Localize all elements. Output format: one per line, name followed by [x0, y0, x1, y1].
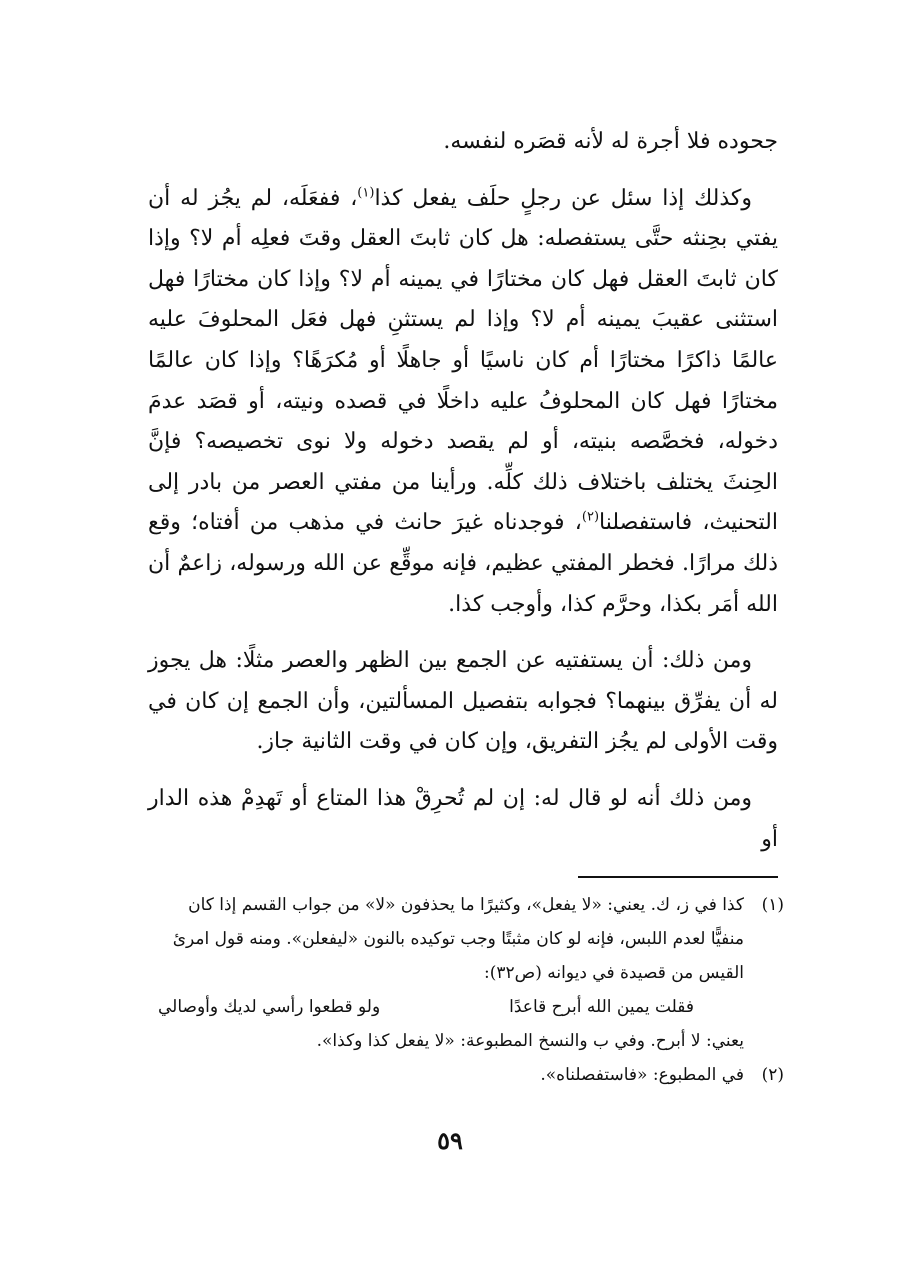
- footnote-1-body: [148, 888, 744, 1058]
- paragraph-4-text: ومن ذلك أنه لو قال له: إن لم تُحرِقْ هذا المتاع أو تَهدِمْ هذه الدار أو: [148, 785, 778, 852]
- main-text: [148, 122, 778, 876]
- paragraph-2-text-a: وكذلك إذا سئل عن رجلٍ حلَف يفعل كذا: [374, 185, 753, 211]
- footnote-1-number: (١): [761, 895, 784, 915]
- footnote-separator: [578, 876, 778, 878]
- paragraph-1: [148, 122, 778, 163]
- poetry-verse: [148, 990, 744, 1024]
- paragraph-2-text-c: ، فوجدناه غيرَ حانث في مذهب من أفتاه؛ وقع ذلك مرارًا. فخطر المفتي عظيم، فإنه موقِّع عن الله ورسوله، زاعمٌ أن الله أمَر بكذا، وحرَّم كذا، وأوجب كذا.: [148, 510, 778, 617]
- footnote-2-body: [148, 1058, 744, 1092]
- paragraph-3-text: ومن ذلك: أن يستفتيه عن الجمع بين الظهر والعصر مثلًا: هل يجوز له أن يفرِّق بينهما؟ فجوابه بتفصيل المسألتين، وأن الجمع إن كان في وقت الأولى لم يجُز التفريق، وإن كان في وقت الثانية جاز.: [148, 648, 778, 755]
- footnote-1-line-2: منفيًّا لعدم اللبس، فإنه لو كان مثبتًا وجب توكيده بالنون «ليفعلن». ومنه قول امرئ: [172, 929, 744, 949]
- verse-first-hemistich: فقلت يمين الله أبرح قاعدًا: [509, 997, 694, 1017]
- paragraph-2-text-b: ، ففعَلَه، لم يجُز له أن يفتي بحِنثه حتَّى يستفصله: هل كان ثابتَ العقل وقتَ فعلِه أم لا؟ وإذا كان ثابتَ العقل فهل كان مختارًا في يمينه أم لا؟ وإذا كان مختارًا فهل استثنى عقيبَ يمينه أم لا؟ وإذا لم يستثنِ فهل فعَل المحلوفَ عليه عالمًا ذاكرًا مختارًا أم كان ناسيًا أو جاهلًا أو مُكرَهًا؟ وإذا كان عالمًا مختارًا فهل كان المحلوفُ عليه داخلًا في قصده ونيته، أو قصَد عدمَ دخوله، فخصَّصه بنيته، أو لم يقصد دخوله ولا نوى تخصيصه؟ فإنَّ الحِنثَ يختلف باختلاف ذلك كلِّه. ورأينا من مفتي العصر من بادر إلى التحنيث، فاستفصلنا: [148, 185, 779, 536]
- footnote-2: [148, 1058, 784, 1092]
- paragraph-1-text: جحوده فلا أجرة له لأنه قصَره لنفسه.: [443, 129, 778, 154]
- footnote-ref-2: (٢): [581, 510, 600, 526]
- paragraph-4: [148, 779, 778, 860]
- paragraph-3: [148, 641, 778, 763]
- footnote-1-line-1: كذا في ز، ك. يعني: «لا يفعل»، وكثيرًا ما يحذفون «لا» من جواب القسم إذا كان: [188, 895, 744, 915]
- footnote-1: [148, 888, 784, 1058]
- footnote-2-number: (٢): [761, 1065, 784, 1085]
- footnote-1-line-3: القيس من قصيدة في ديوانه (ص٣٢):: [484, 963, 744, 983]
- footnote-ref-1: (١): [357, 185, 375, 201]
- footnotes: [148, 888, 784, 1092]
- footnote-2-text: في المطبوع: «فاستفصلناه».: [540, 1065, 744, 1085]
- verse-second-hemistich: ولو قطعوا رأسي لديك وأوصالي: [158, 997, 381, 1017]
- page-number: ٥٩: [437, 1126, 463, 1155]
- footnote-1-line-4: يعني: لا أبرح. وفي ب والنسخ المطبوعة: «لا يفعل كذا وكذا».: [316, 1031, 744, 1051]
- paragraph-2: [148, 179, 778, 626]
